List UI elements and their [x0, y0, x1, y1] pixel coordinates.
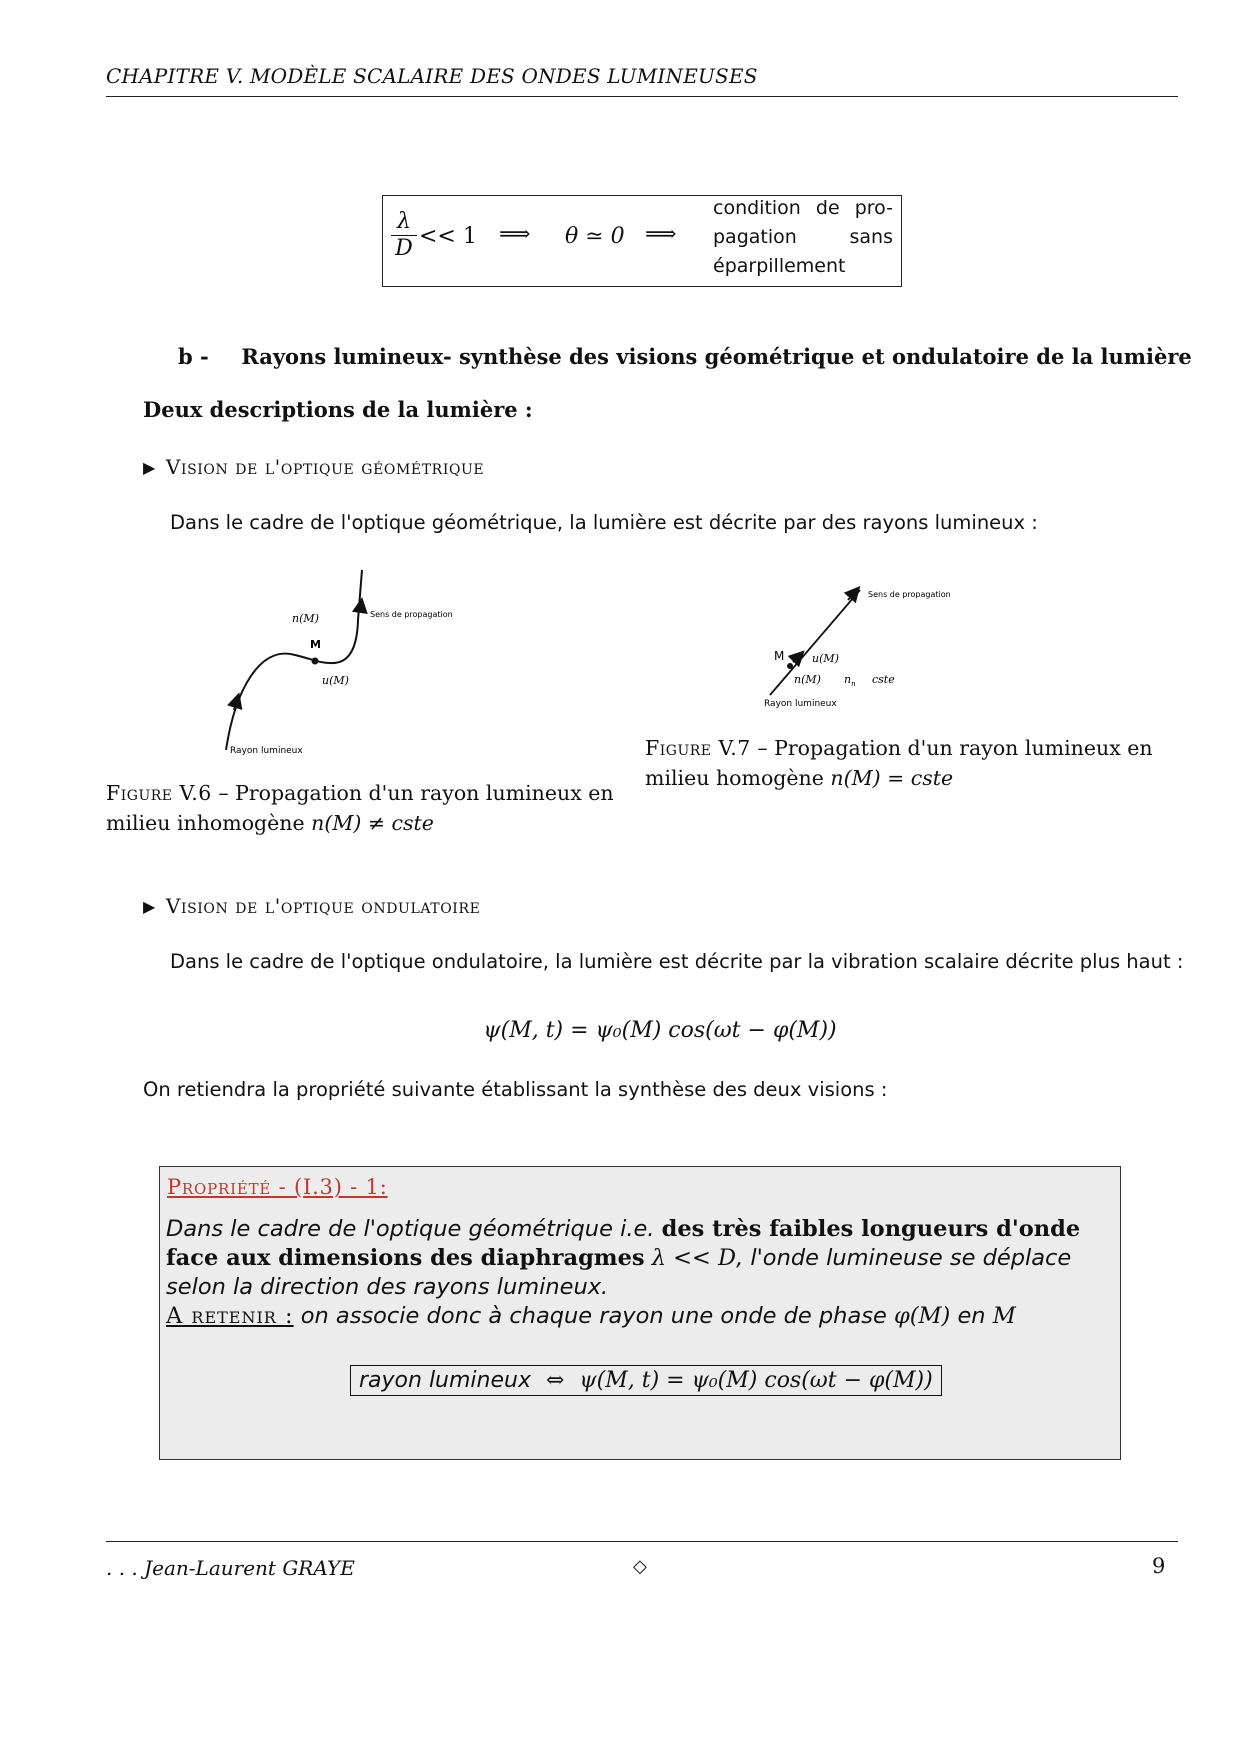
- bullet-ondulatoire: [143, 894, 480, 918]
- label-n-m: n(M): [794, 673, 821, 686]
- formula-math: ψ(M, t) = ψ₀(M) cos(ωt − φ(M)): [579, 1368, 933, 1393]
- label-u-m: u(M): [812, 652, 839, 665]
- point-m-dot: [787, 663, 793, 669]
- condition-word-3: pro-: [854, 197, 893, 219]
- condition-word-6: éparpillement: [713, 255, 846, 277]
- section-label: b -: [178, 344, 209, 369]
- retain-sentence: On retiendra la propriété suivante établissant la synthèse des deux visions :: [143, 1078, 888, 1101]
- implies-arrow-2: ⟹: [645, 222, 677, 247]
- figure-v7-math: n(M) = cste: [830, 766, 954, 790]
- section-heading-b: [178, 344, 1192, 369]
- label-n-m: n(M): [292, 612, 319, 625]
- section-title: Rayons lumineux- synthèse des visions géométrique et ondulatoire de la lumière: [241, 344, 1192, 369]
- condition-word-1: condition: [713, 197, 801, 219]
- figure-v6-number: Figure V.6: [106, 781, 212, 805]
- property-conclusion: , l'onde lumineuse se déplace selon la direction des rayons lumineux.: [166, 1245, 1072, 1300]
- point-m-dot: [312, 658, 319, 665]
- label-u-m: u(M): [322, 674, 349, 687]
- property-math-lambda: λ << D: [651, 1245, 737, 1271]
- figure-v6-math: n(M) ≠ cste: [311, 811, 434, 835]
- footer-rule: [106, 1541, 1178, 1542]
- lambda-over-d-fraction: [391, 209, 417, 262]
- property-intro: Dans le cadre de l'optique géométrique i.e.: [166, 1216, 655, 1242]
- condition-word-4: pagation: [713, 226, 797, 248]
- footer-author: . . . Jean-Laurent GRAYE: [106, 1556, 355, 1580]
- propagation-arrow: [360, 605, 361, 612]
- running-header: [106, 64, 1178, 97]
- retenir-text: on associe donc à chaque rayon une onde de phase: [300, 1303, 887, 1329]
- label-rayon-lumineux: Rayon lumineux: [230, 746, 303, 756]
- much-less-than-one: << 1: [419, 224, 477, 249]
- property-title: Propriété - (I.3) - 1:: [167, 1175, 388, 1199]
- retenir-m: M: [992, 1303, 1016, 1329]
- figure-v7-diagram: [760, 570, 960, 720]
- formula-label: rayon lumineux: [359, 1368, 531, 1393]
- bullet-ondulatoire-label: Vision de l'optique ondulatoire: [165, 894, 481, 918]
- implies-arrow-1: ⟹: [499, 222, 531, 247]
- bullet-geometric-label: Vision de l'optique géométrique: [165, 455, 485, 479]
- property-statement: [166, 1215, 1116, 1331]
- figure-v6-caption: [106, 778, 626, 838]
- theta-approx-zero: θ ≃ 0: [565, 224, 625, 249]
- condition-word-5: sans: [849, 226, 893, 248]
- figure-v7-caption: [645, 733, 1175, 793]
- figure-v6-text: – Propagation d'un rayon lumineux en milieu inhomogène: [106, 781, 614, 835]
- condition-box: [382, 195, 902, 287]
- label-cste: cste: [872, 673, 895, 686]
- property-emphasis: des très faibles longueurs d'onde face aux dimensions des diaphragmes: [166, 1216, 1081, 1271]
- wave-equation: ψ(M, t) = ψ₀(M) cos(ωt − φ(M)): [483, 1018, 837, 1043]
- condition-word-2: de: [815, 197, 840, 219]
- curved-ray-path: [226, 570, 362, 750]
- label-n: $n_n$: [844, 673, 856, 688]
- retenir-phase: φ(M): [893, 1303, 951, 1329]
- label-rayon-lumineux: Rayon lumineux: [764, 699, 837, 709]
- label-m: M: [310, 638, 321, 651]
- condition-text: [713, 194, 893, 281]
- geometric-description: Dans le cadre de l'optique géométrique, la lumière est décrite par des rayons lumineux :: [170, 511, 1038, 534]
- triangle-bullet-icon: ▶: [143, 897, 156, 916]
- figure-v7-text: – Propagation d'un rayon lumineux en milieu homogène: [645, 736, 1153, 790]
- label-sens-propagation: Sens de propagation: [868, 590, 951, 599]
- running-title: CHAPITRE V. MODÈLE SCALAIRE DES ONDES LUMINEUSES: [106, 64, 758, 88]
- footer-diamond-icon: ◇: [633, 1556, 647, 1577]
- property-box: [159, 1166, 1121, 1460]
- figure-v7-number: Figure V.7: [645, 736, 751, 760]
- label-m: M: [774, 649, 785, 663]
- triangle-bullet-icon: ▶: [143, 458, 156, 477]
- equivalence-icon: ⇔: [545, 1368, 565, 1393]
- bullet-geometric: [143, 455, 484, 479]
- ondulatoire-description: Dans le cadre de l'optique ondulatoire, la lumière est décrite par la vibration scalaire décrite plus haut :: [170, 950, 1184, 973]
- figure-v6-diagram: [220, 560, 480, 760]
- label-sens-propagation: Sens de propagation: [370, 610, 453, 619]
- property-formula-box: [350, 1365, 942, 1396]
- retenir-en: en: [957, 1303, 986, 1329]
- descriptions-heading: Deux descriptions de la lumière :: [143, 397, 533, 422]
- retenir-label: A retenir :: [166, 1303, 294, 1329]
- fraction-denominator: D: [395, 236, 413, 261]
- page-number: 9: [1152, 1554, 1166, 1578]
- fraction-numerator: λ: [391, 209, 417, 236]
